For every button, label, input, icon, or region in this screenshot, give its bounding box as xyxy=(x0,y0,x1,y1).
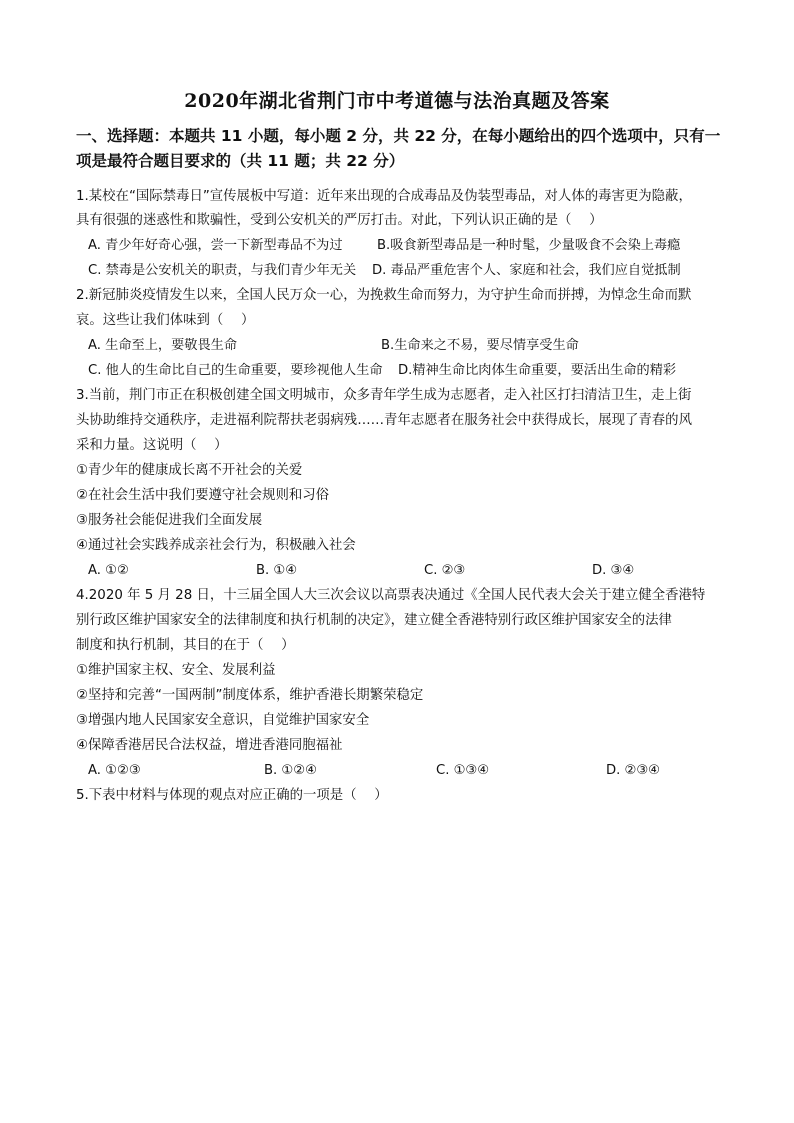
question-4-item-1: ①维护国家主权、安全、发展利益 xyxy=(76,663,276,678)
question-3-option-d: D. ③④ xyxy=(592,563,635,578)
question-2-option-d: D.精神生命比肉体生命重要，要活出生命的精彩 xyxy=(398,363,677,378)
question-4-option-b: B. ①②④ xyxy=(264,763,317,778)
question-5-stem-line-1: 5.下表中材料与体现的观点对应正确的一项是（ ） xyxy=(76,788,388,803)
section-heading-line-1: 一、选择题：本题共 11 小题，每小题 2 分，共 22 分，在每小题给出的四个选项中，只有一 xyxy=(76,127,721,145)
question-3-item-2: ②在社会生活中我们要遵守社会规则和习俗 xyxy=(76,488,330,503)
question-4-stem-line-1: 4.2020 年 5 月 28 日，十三届全国人大三次会议以高票表决通过《全国人民代表大会关于建立健全香港特 xyxy=(76,588,706,603)
question-3-stem-line-2: 头协助维持交通秩序，走进福利院帮扶老弱病残……青年志愿者在服务社会中获得成长，展现了青春的风 xyxy=(76,413,692,428)
question-3-option-c: C. ②③ xyxy=(424,563,466,578)
question-4-stem-line-2: 别行政区维护国家安全的法律制度和执行机制的决定》，建立健全香港特别行政区维护国家安全的法律 xyxy=(76,613,672,628)
question-4-item-2: ②坚持和完善“一国两制”制度体系，维护香港长期繁荣稳定 xyxy=(76,688,424,703)
question-1-option-c: C. 禁毒是公安机关的职责，与我们青少年无关 xyxy=(88,263,357,278)
question-2-option-a: A. 生命至上，要敬畏生命 xyxy=(88,338,238,353)
question-4-item-4: ④保障香港居民合法权益，增进香港同胞福祉 xyxy=(76,738,343,753)
question-3-item-3: ③服务社会能促进我们全面发展 xyxy=(76,513,263,528)
question-1-stem-line-1: 1.某校在“国际禁毒日”宣传展板中写道：近年来出现的合成毒品及伪装型毒品，对人体的毒害更为隐蔽， xyxy=(76,189,692,204)
question-4-item-3: ③增强内地人民国家安全意识，自觉维护国家安全 xyxy=(76,713,370,728)
question-3-stem-line-3: 采和力量。这说明（ ） xyxy=(76,438,228,453)
question-4-option-c: C. ①③④ xyxy=(436,763,490,778)
question-1-option-d: D. 毒品严重危害个人、家庭和社会，我们应自觉抵制 xyxy=(372,263,681,278)
question-1-option-b: B.吸食新型毒品是一种时髦，少量吸食不会染上毒瘾 xyxy=(377,238,681,253)
question-2-option-c: C. 他人的生命比自己的生命重要，要珍视他人生命 xyxy=(88,363,383,378)
question-3-option-a: A. ①② xyxy=(88,563,129,578)
question-4-option-d: D. ②③④ xyxy=(606,763,661,778)
question-3-option-b: B. ①④ xyxy=(256,563,298,578)
page-title: 2020年湖北省荆门市中考道德与法治真题及答案 xyxy=(184,90,610,112)
question-3-stem-line-1: 3.当前，荆门市正在积极创建全国文明城市，众多青年学生成为志愿者，走入社区打扫清洁卫生，走上街 xyxy=(76,388,692,403)
section-heading-line-2: 项是最符合题目要求的（共 11 题；共 22 分） xyxy=(76,152,405,170)
question-3-item-4: ④通过社会实践养成亲社会行为，积极融入社会 xyxy=(76,538,356,553)
question-1-option-a: A. 青少年好奇心强，尝一下新型毒品不为过 xyxy=(88,238,343,253)
question-3-item-1: ①青少年的健康成长离不开社会的关爱 xyxy=(76,463,303,478)
question-1-stem-line-2: 具有很强的迷惑性和欺骗性，受到公安机关的严厉打击。对此，下列认识正确的是（ ） xyxy=(76,213,603,228)
section-heading xyxy=(76,124,726,174)
question-4-option-a: A. ①②③ xyxy=(88,763,141,778)
question-2-stem-line-2: 哀。这些让我们体味到（ ） xyxy=(76,313,255,328)
question-4-stem-line-3: 制度和执行机制，其目的在于（ ） xyxy=(76,638,295,653)
question-2-stem-line-1: 2.新冠肺炎疫情发生以来，全国人民万众一心，为挽救生命而努力，为守护生命而拼搏，为悼念生命而默 xyxy=(76,288,692,303)
question-2-option-b: B.生命来之不易，要尽情享受生命 xyxy=(381,338,579,353)
